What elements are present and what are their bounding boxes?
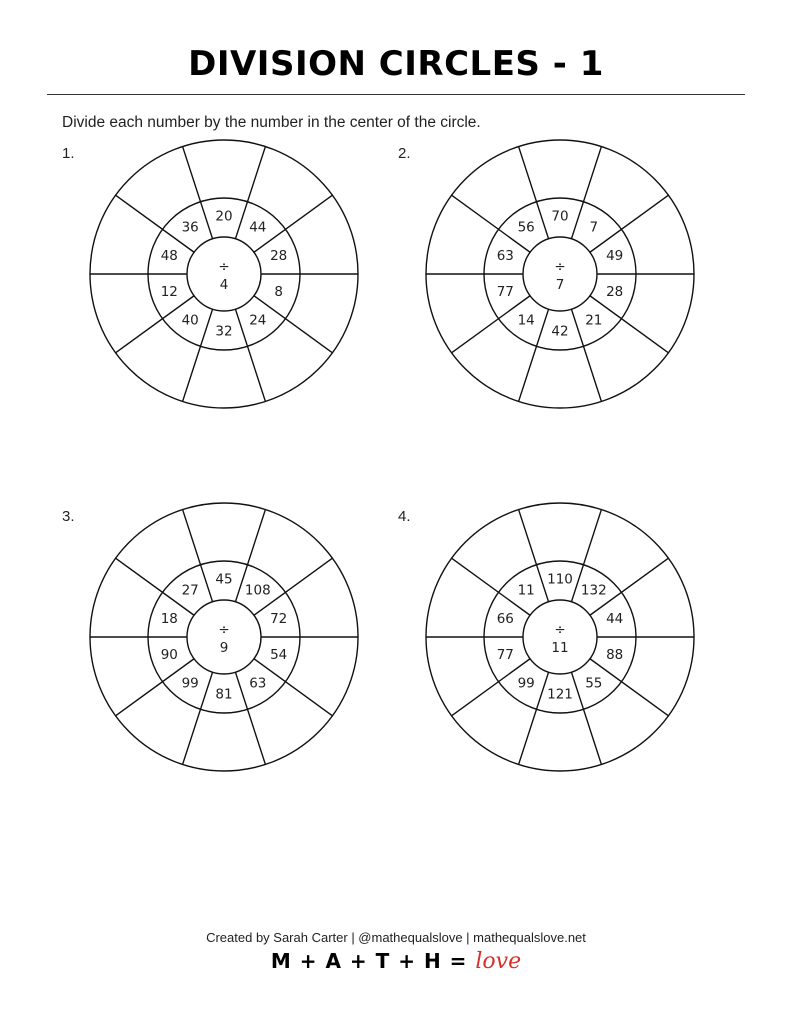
problem-2-label: 2. xyxy=(398,145,411,162)
dividend-number: 72 xyxy=(270,611,288,628)
dividend-number: 90 xyxy=(160,646,178,663)
instructions-text: Divide each number by the number in the center of the circle. xyxy=(62,114,481,131)
problem-1-label: 1. xyxy=(62,145,75,162)
dividend-number: 12 xyxy=(160,283,178,300)
division-symbol: ÷ xyxy=(554,622,566,638)
division-circle-3 xyxy=(89,502,359,772)
worksheet-title: DIVISION CIRCLES - 1 xyxy=(188,44,604,84)
dividend-number: 121 xyxy=(547,686,573,703)
dividend-number: 77 xyxy=(496,646,514,663)
dividend-number: 44 xyxy=(606,611,624,628)
division-symbol: ÷ xyxy=(218,622,230,638)
division-symbol: ÷ xyxy=(554,259,566,275)
divisor-number: 9 xyxy=(219,640,229,656)
dividend-number: 48 xyxy=(160,248,178,265)
dividend-number: 21 xyxy=(585,312,603,329)
dividend-number: 36 xyxy=(181,219,199,236)
dividend-number: 24 xyxy=(249,312,267,329)
division-circle-1 xyxy=(89,139,359,409)
dividend-number: 32 xyxy=(215,323,233,340)
dividend-number: 28 xyxy=(606,283,624,300)
dividend-number: 49 xyxy=(606,248,624,265)
dividend-number: 132 xyxy=(580,582,607,599)
dividend-number: 66 xyxy=(496,611,514,628)
problem-3-label: 3. xyxy=(62,508,75,525)
dividend-number: 18 xyxy=(160,611,178,628)
brand-logo xyxy=(0,949,792,974)
dividend-number: 7 xyxy=(589,219,599,236)
dividend-number: 56 xyxy=(517,219,535,236)
title-divider xyxy=(47,94,745,95)
division-symbol: ÷ xyxy=(218,259,230,275)
divisor-number: 11 xyxy=(551,640,569,656)
dividend-number: 40 xyxy=(181,312,199,329)
dividend-number: 20 xyxy=(215,208,233,225)
dividend-number: 77 xyxy=(496,283,514,300)
dividend-number: 99 xyxy=(181,675,199,692)
dividend-number: 55 xyxy=(585,675,603,692)
dividend-number: 8 xyxy=(274,283,283,300)
dividend-number: 11 xyxy=(517,582,535,599)
footer-credit: Created by Sarah Carter | @mathequalslove | mathequalslove.net xyxy=(206,930,586,945)
dividend-number: 45 xyxy=(215,571,233,588)
dividend-number: 14 xyxy=(517,312,535,329)
division-circle-2 xyxy=(425,139,695,409)
divisor-number: 4 xyxy=(219,277,229,293)
division-circle-4 xyxy=(425,502,695,772)
dividend-number: 110 xyxy=(547,571,573,588)
dividend-number: 28 xyxy=(270,248,288,265)
brand-love: love xyxy=(475,949,522,974)
dividend-number: 44 xyxy=(249,219,267,236)
divisor-number: 7 xyxy=(555,277,565,293)
dividend-number: 63 xyxy=(249,675,267,692)
dividend-number: 88 xyxy=(606,646,624,663)
dividend-number: 42 xyxy=(551,323,569,340)
problem-4-label: 4. xyxy=(398,508,411,525)
dividend-number: 99 xyxy=(517,675,535,692)
dividend-number: 108 xyxy=(244,582,271,599)
dividend-number: 70 xyxy=(551,208,569,225)
brand-letters: M + A + T + H = xyxy=(270,949,468,973)
dividend-number: 63 xyxy=(496,248,514,265)
dividend-number: 27 xyxy=(181,582,199,599)
dividend-number: 81 xyxy=(215,686,233,703)
dividend-number: 54 xyxy=(270,646,288,663)
